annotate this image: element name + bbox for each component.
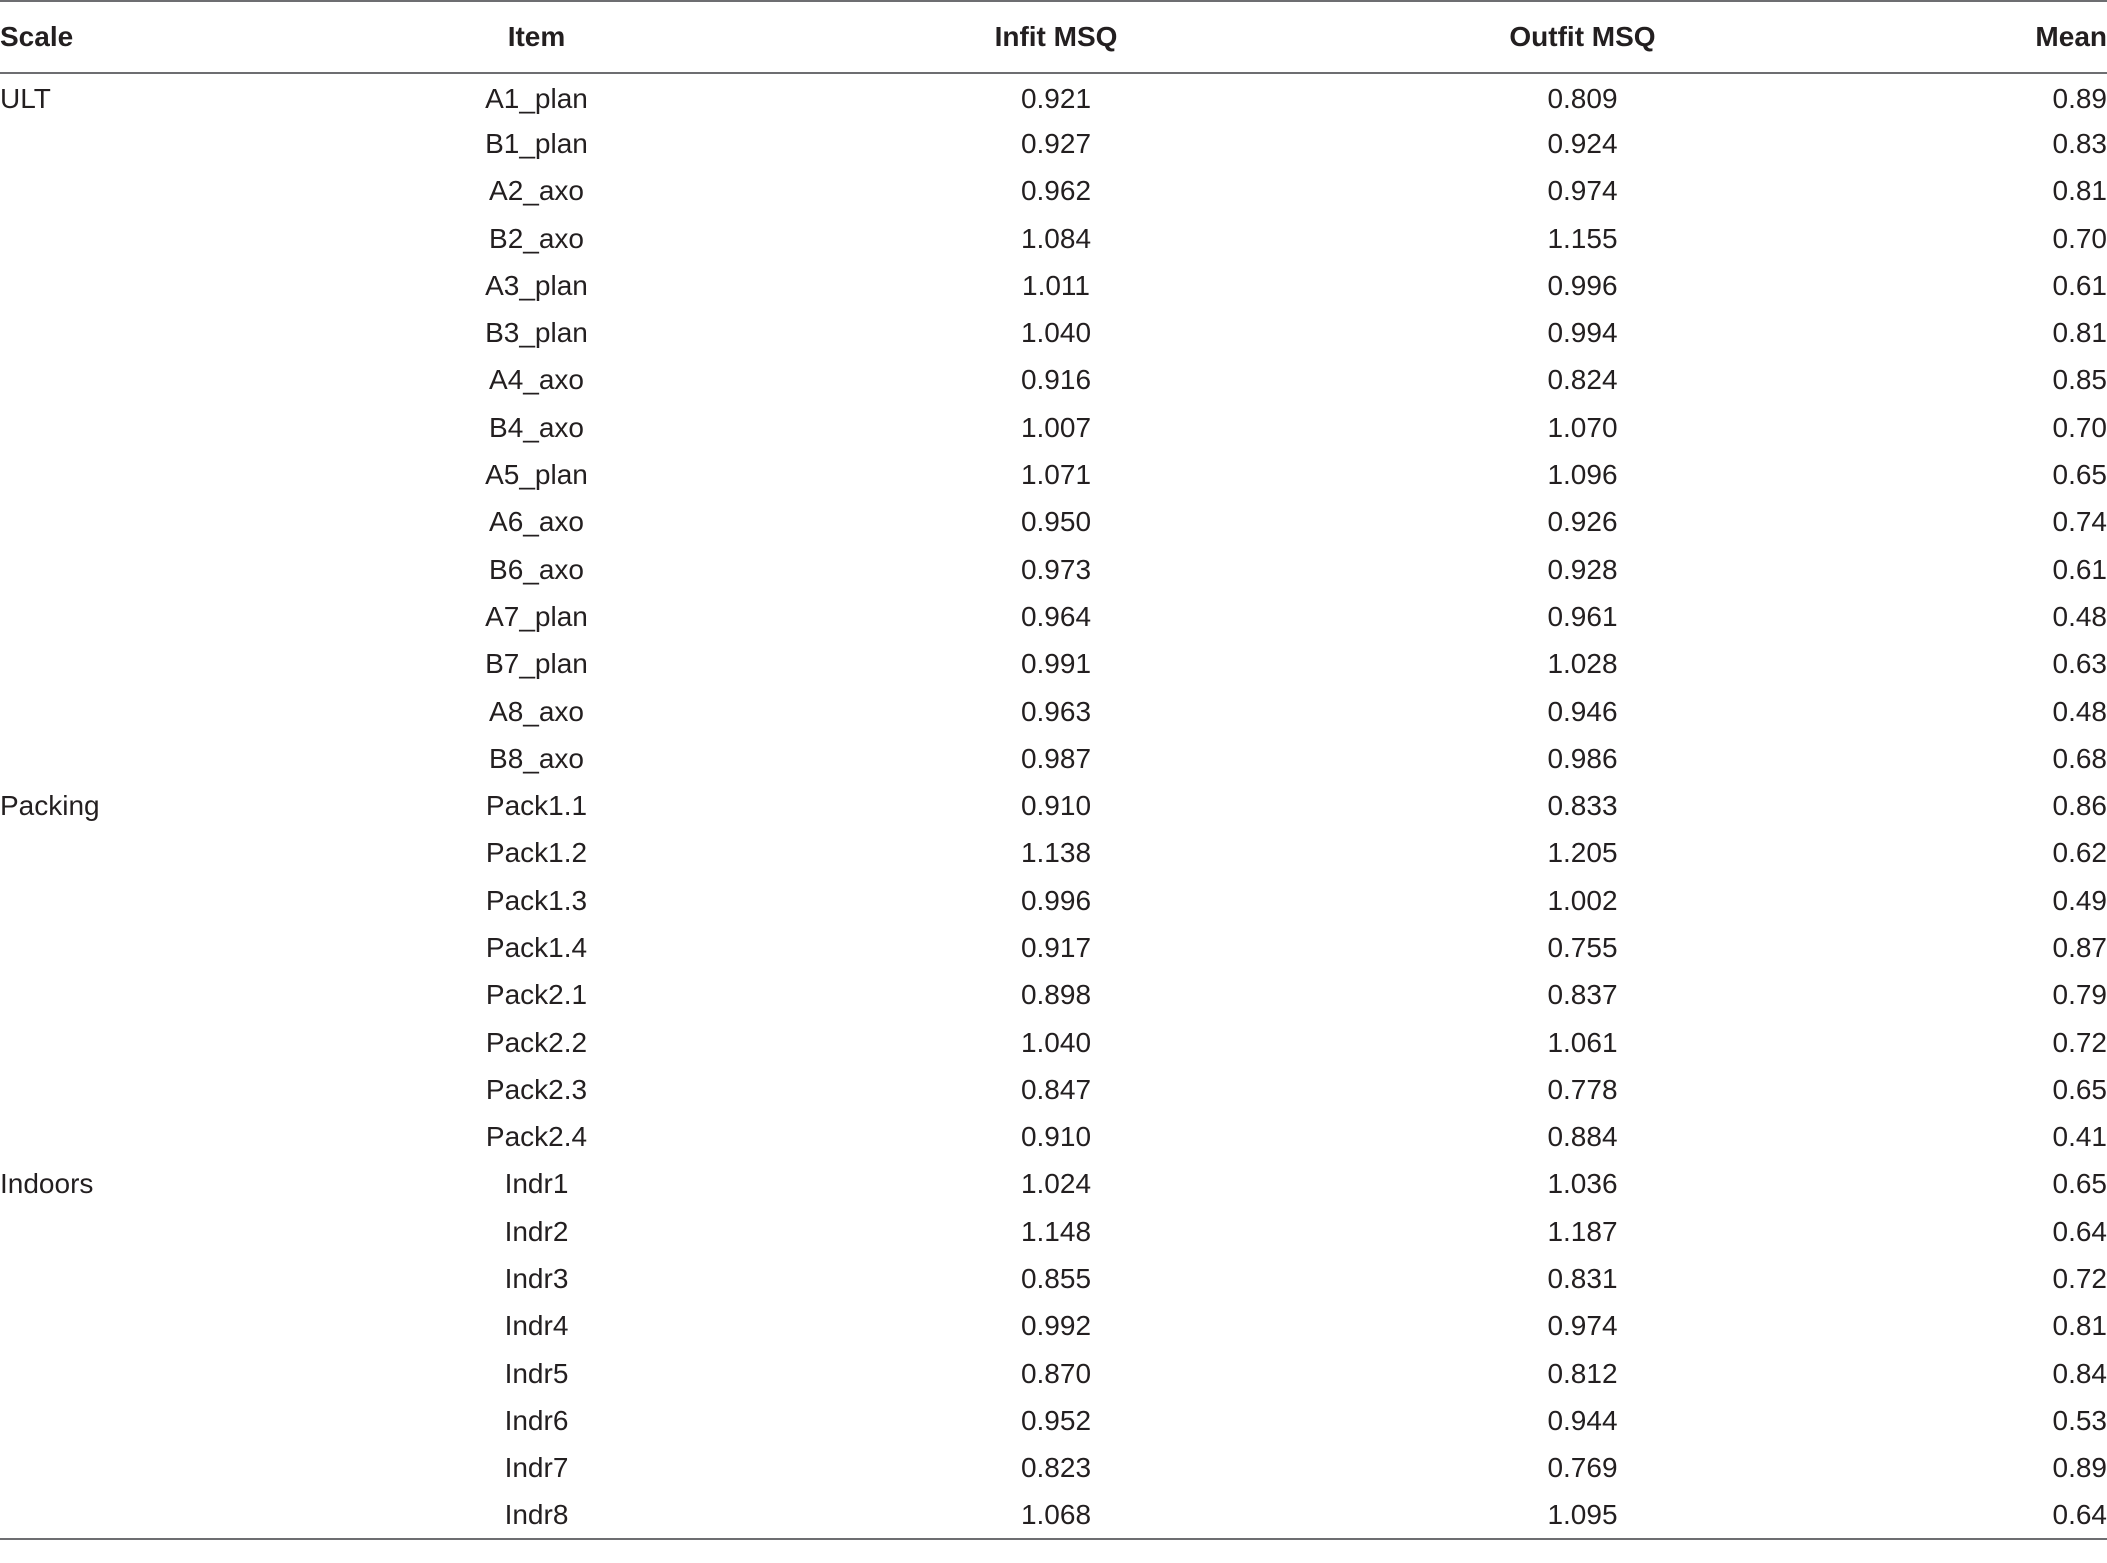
cell-scale bbox=[0, 877, 270, 924]
cell-item: Indr2 bbox=[504, 1215, 569, 1247]
cell-outfit-msq: 0.837 bbox=[1547, 979, 1618, 1011]
cell-outfit-msq: 0.926 bbox=[1547, 506, 1618, 538]
cell-mean: 0.65 bbox=[2052, 1073, 2107, 1105]
cell-item: Pack1.4 bbox=[485, 931, 588, 963]
cell-mean: 0.65 bbox=[2052, 459, 2107, 491]
cell-item: B7_plan bbox=[485, 648, 588, 680]
table-row bbox=[0, 1208, 2107, 1255]
cell-infit-msq: 1.011 bbox=[1022, 269, 1090, 301]
cell-outfit-msq: 1.187 bbox=[1547, 1215, 1618, 1247]
cell-scale: Packing bbox=[0, 790, 100, 822]
table-row bbox=[0, 120, 2107, 167]
table-header bbox=[0, 1, 2107, 73]
table-row bbox=[0, 499, 2107, 546]
cell-infit-msq: 0.847 bbox=[1020, 1073, 1092, 1105]
cell-item: A5_plan bbox=[485, 459, 588, 491]
cell-scale bbox=[0, 168, 270, 215]
cell-mean: 0.61 bbox=[2052, 269, 2107, 301]
table-row bbox=[0, 215, 2107, 262]
header-infit-msq: Infit MSQ bbox=[803, 1, 1309, 73]
cell-outfit-msq: 1.095 bbox=[1309, 1492, 1856, 1539]
cell-item: B2_axo bbox=[489, 222, 584, 254]
cell-item: B4_axo bbox=[489, 411, 584, 443]
cell-scale bbox=[0, 1255, 270, 1302]
table-row bbox=[0, 924, 2107, 971]
cell-outfit-msq: 1.205 bbox=[1547, 837, 1618, 869]
cell-outfit-msq: 1.061 bbox=[1547, 1026, 1618, 1058]
cell-scale bbox=[0, 1208, 270, 1255]
cell-item: Pack2.4 bbox=[485, 1121, 588, 1153]
cell-mean: 0.89 bbox=[2052, 83, 2107, 115]
cell-infit-msq: 1.040 bbox=[1020, 1026, 1092, 1058]
cell-scale bbox=[0, 309, 270, 356]
table-row bbox=[0, 1492, 2107, 1539]
cell-item: A8_axo bbox=[489, 695, 584, 727]
cell-scale bbox=[0, 1492, 270, 1539]
table-row bbox=[0, 1019, 2107, 1066]
cell-scale bbox=[0, 830, 270, 877]
cell-infit-msq: 1.068 bbox=[803, 1492, 1309, 1539]
table-row bbox=[0, 1350, 2107, 1397]
cell-scale bbox=[0, 641, 270, 688]
cell-scale bbox=[0, 499, 270, 546]
table-row bbox=[0, 782, 2107, 829]
cell-outfit-msq: 0.944 bbox=[1547, 1404, 1618, 1436]
cell-mean: 0.48 bbox=[2052, 695, 2107, 727]
cell-item: Pack2.1 bbox=[485, 979, 588, 1011]
cell-item: A2_axo bbox=[489, 175, 584, 207]
cell-infit-msq: 0.898 bbox=[1020, 979, 1092, 1011]
cell-infit-msq: 0.921 bbox=[1020, 83, 1092, 115]
cell-scale bbox=[0, 972, 270, 1019]
cell-infit-msq: 1.071 bbox=[1020, 459, 1092, 491]
cell-item: Pack1.1 bbox=[485, 790, 588, 822]
cell-scale bbox=[0, 404, 270, 451]
cell-item: A1_plan bbox=[485, 83, 588, 115]
cell-outfit-msq: 1.028 bbox=[1547, 648, 1618, 680]
cell-item: Indr6 bbox=[504, 1404, 569, 1436]
table-row bbox=[0, 168, 2107, 215]
table-row bbox=[0, 309, 2107, 356]
cell-scale: ULT bbox=[0, 83, 51, 115]
cell-scale bbox=[0, 451, 270, 498]
cell-mean: 0.48 bbox=[2052, 600, 2107, 632]
cell-outfit-msq: 1.036 bbox=[1547, 1168, 1618, 1200]
cell-mean: 0.63 bbox=[2052, 648, 2107, 680]
table-row bbox=[0, 451, 2107, 498]
cell-item: B3_plan bbox=[485, 317, 588, 349]
cell-outfit-msq: 0.824 bbox=[1547, 364, 1618, 396]
cell-mean: 0.81 bbox=[2052, 317, 2107, 349]
header-scale: Scale bbox=[0, 1, 270, 73]
cell-mean: 0.81 bbox=[2052, 175, 2107, 207]
cell-scale bbox=[0, 1114, 270, 1161]
table-row bbox=[0, 972, 2107, 1019]
cell-mean: 0.70 bbox=[2052, 411, 2107, 443]
cell-infit-msq: 1.024 bbox=[1020, 1168, 1092, 1200]
cell-mean: 0.41 bbox=[2052, 1121, 2107, 1153]
cell-mean: 0.64 bbox=[1856, 1492, 2107, 1539]
header-row bbox=[0, 1, 2107, 73]
header-mean: Mean bbox=[1856, 1, 2107, 73]
cell-scale bbox=[0, 120, 270, 167]
cell-mean: 0.72 bbox=[2052, 1263, 2107, 1295]
cell-item: Indr4 bbox=[504, 1310, 569, 1342]
cell-item: Indr1 bbox=[504, 1168, 569, 1200]
cell-mean: 0.72 bbox=[2052, 1026, 2107, 1058]
table-row bbox=[0, 830, 2107, 877]
cell-outfit-msq: 0.884 bbox=[1547, 1121, 1618, 1153]
table-row bbox=[0, 735, 2107, 782]
cell-item: Indr5 bbox=[504, 1357, 569, 1389]
cell-infit-msq: 0.910 bbox=[1020, 790, 1092, 822]
cell-outfit-msq: 0.809 bbox=[1547, 83, 1618, 115]
cell-infit-msq: 0.992 bbox=[1020, 1310, 1092, 1342]
table-row bbox=[0, 641, 2107, 688]
table-row bbox=[0, 1114, 2107, 1161]
cell-item: Indr7 bbox=[504, 1452, 569, 1484]
cell-infit-msq: 0.855 bbox=[1020, 1263, 1092, 1295]
cell-mean: 0.89 bbox=[2052, 1452, 2107, 1484]
cell-scale bbox=[0, 1397, 270, 1444]
cell-mean: 0.68 bbox=[2052, 742, 2107, 774]
cell-outfit-msq: 0.974 bbox=[1547, 1310, 1618, 1342]
cell-item: Indr3 bbox=[504, 1263, 569, 1295]
cell-outfit-msq: 0.924 bbox=[1547, 127, 1618, 159]
cell-infit-msq: 0.963 bbox=[1020, 695, 1092, 727]
table-row bbox=[0, 1255, 2107, 1302]
cell-outfit-msq: 1.096 bbox=[1547, 459, 1618, 491]
table-row bbox=[0, 1303, 2107, 1350]
cell-infit-msq: 0.987 bbox=[1020, 742, 1092, 774]
table-row bbox=[0, 1066, 2107, 1113]
cell-item: A3_plan bbox=[485, 269, 588, 301]
cell-infit-msq: 0.962 bbox=[1020, 175, 1092, 207]
table-row bbox=[0, 688, 2107, 735]
cell-item: A7_plan bbox=[485, 600, 588, 632]
table-row bbox=[0, 262, 2107, 309]
table-row bbox=[0, 1397, 2107, 1444]
cell-item: Pack2.2 bbox=[485, 1026, 588, 1058]
cell-outfit-msq: 0.928 bbox=[1547, 553, 1618, 585]
cell-outfit-msq: 1.155 bbox=[1547, 222, 1618, 254]
cell-mean: 0.62 bbox=[2052, 837, 2107, 869]
cell-mean: 0.49 bbox=[2052, 884, 2107, 916]
cell-scale bbox=[0, 688, 270, 735]
cell-outfit-msq: 0.996 bbox=[1547, 269, 1618, 301]
cell-scale bbox=[0, 357, 270, 404]
cell-scale bbox=[0, 593, 270, 640]
cell-infit-msq: 0.952 bbox=[1020, 1404, 1092, 1436]
table-row bbox=[0, 546, 2107, 593]
cell-scale: Indoors bbox=[0, 1168, 94, 1200]
cell-infit-msq: 0.916 bbox=[1020, 364, 1092, 396]
cell-mean: 0.61 bbox=[2052, 553, 2107, 585]
cell-scale bbox=[0, 1350, 270, 1397]
cell-infit-msq: 0.870 bbox=[1020, 1357, 1092, 1389]
cell-mean: 0.70 bbox=[2052, 222, 2107, 254]
table-row bbox=[0, 404, 2107, 451]
cell-scale bbox=[0, 1066, 270, 1113]
cell-scale bbox=[0, 215, 270, 262]
cell-infit-msq: 0.991 bbox=[1020, 648, 1092, 680]
cell-outfit-msq: 0.994 bbox=[1547, 317, 1618, 349]
cell-mean: 0.83 bbox=[2052, 127, 2107, 159]
cell-item: Pack2.3 bbox=[485, 1073, 588, 1105]
table-row bbox=[0, 877, 2107, 924]
cell-outfit-msq: 0.946 bbox=[1547, 695, 1618, 727]
cell-item: B6_axo bbox=[489, 553, 584, 585]
cell-scale bbox=[0, 1303, 270, 1350]
cell-scale bbox=[0, 262, 270, 309]
cell-scale bbox=[0, 924, 270, 971]
cell-infit-msq: 0.823 bbox=[1020, 1452, 1092, 1484]
cell-mean: 0.53 bbox=[2052, 1404, 2107, 1436]
cell-outfit-msq: 0.974 bbox=[1547, 175, 1618, 207]
cell-scale bbox=[0, 546, 270, 593]
cell-mean: 0.87 bbox=[2052, 931, 2107, 963]
table-row bbox=[0, 593, 2107, 640]
cell-infit-msq: 0.964 bbox=[1020, 600, 1092, 632]
cell-mean: 0.74 bbox=[2052, 506, 2107, 538]
cell-infit-msq: 1.138 bbox=[1020, 837, 1092, 869]
cell-item: B1_plan bbox=[485, 127, 588, 159]
cell-infit-msq: 1.084 bbox=[1020, 222, 1092, 254]
cell-mean: 0.85 bbox=[2052, 364, 2107, 396]
cell-infit-msq: 0.973 bbox=[1020, 553, 1092, 585]
cell-mean: 0.64 bbox=[2052, 1215, 2107, 1247]
cell-outfit-msq: 0.778 bbox=[1547, 1073, 1618, 1105]
cell-infit-msq: 0.910 bbox=[1020, 1121, 1092, 1153]
cell-item: Indr8 bbox=[270, 1492, 803, 1539]
cell-outfit-msq: 0.961 bbox=[1547, 600, 1618, 632]
cell-mean: 0.86 bbox=[2052, 790, 2107, 822]
cell-outfit-msq: 1.070 bbox=[1547, 411, 1618, 443]
cell-infit-msq: 1.148 bbox=[1020, 1215, 1092, 1247]
cell-mean: 0.84 bbox=[2052, 1357, 2107, 1389]
cell-mean: 0.65 bbox=[2052, 1168, 2107, 1200]
cell-outfit-msq: 0.769 bbox=[1547, 1452, 1618, 1484]
cell-infit-msq: 0.917 bbox=[1020, 931, 1092, 963]
cell-infit-msq: 1.007 bbox=[1020, 411, 1092, 443]
cell-outfit-msq: 0.986 bbox=[1547, 742, 1618, 774]
cell-item: B8_axo bbox=[489, 742, 584, 774]
header-outfit-msq: Outfit MSQ bbox=[1309, 1, 1856, 73]
cell-outfit-msq: 0.812 bbox=[1547, 1357, 1618, 1389]
cell-item: Pack1.2 bbox=[485, 837, 588, 869]
cell-mean: 0.81 bbox=[2052, 1310, 2107, 1342]
table-body bbox=[0, 73, 2107, 1539]
table-row bbox=[0, 357, 2107, 404]
cell-outfit-msq: 0.833 bbox=[1547, 790, 1618, 822]
cell-item: A6_axo bbox=[489, 506, 584, 538]
cell-scale bbox=[0, 1445, 270, 1492]
cell-outfit-msq: 0.831 bbox=[1547, 1263, 1618, 1295]
table-row bbox=[0, 1161, 2107, 1208]
cell-scale bbox=[0, 735, 270, 782]
cell-infit-msq: 0.950 bbox=[1020, 506, 1092, 538]
cell-scale bbox=[0, 1019, 270, 1066]
cell-outfit-msq: 1.002 bbox=[1547, 884, 1618, 916]
cell-infit-msq: 0.927 bbox=[1020, 127, 1092, 159]
table-row bbox=[0, 73, 2107, 120]
table-row bbox=[0, 1445, 2107, 1492]
header-item: Item bbox=[270, 1, 803, 73]
cell-outfit-msq: 0.755 bbox=[1547, 931, 1618, 963]
cell-item: Pack1.3 bbox=[485, 884, 588, 916]
cell-mean: 0.79 bbox=[2052, 979, 2107, 1011]
cell-infit-msq: 1.040 bbox=[1020, 317, 1092, 349]
cell-item: A4_axo bbox=[489, 364, 584, 396]
cell-infit-msq: 0.996 bbox=[1020, 884, 1092, 916]
